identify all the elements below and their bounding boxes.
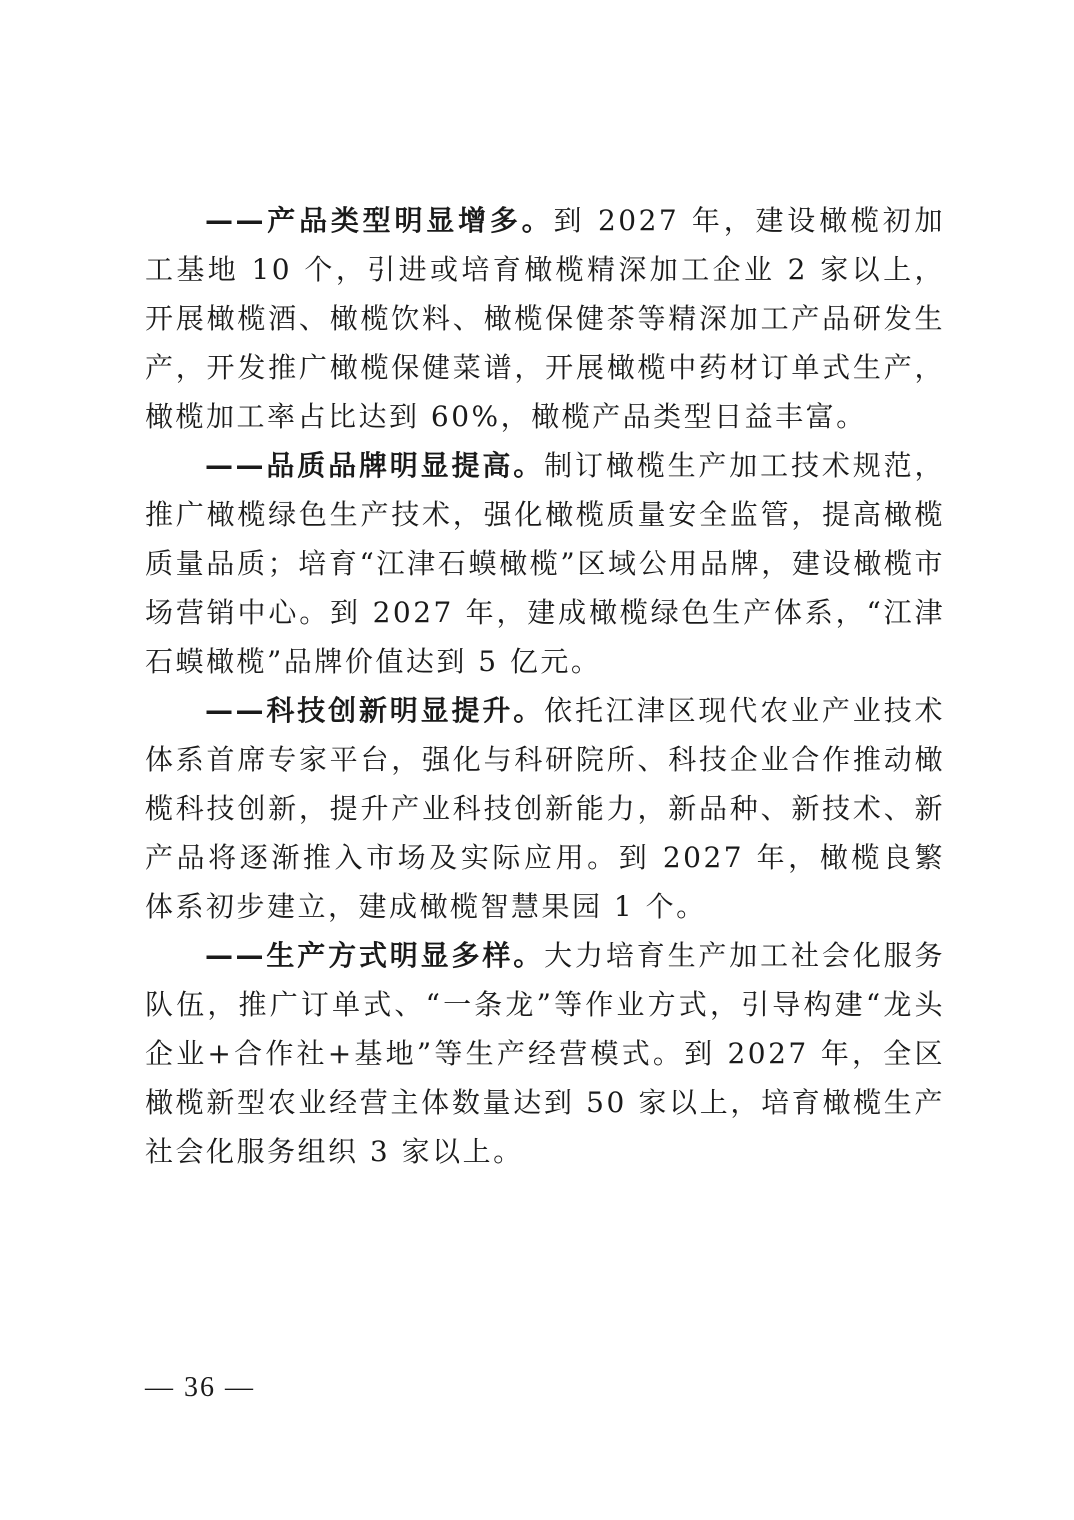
paragraph-production-modes xyxy=(145,931,945,1176)
paragraph-heading: ——品质品牌明显提高。 xyxy=(205,449,545,482)
paragraph-tech-innovation xyxy=(145,686,945,931)
document-body xyxy=(145,196,945,1176)
paragraph-heading: ——科技创新明显提升。 xyxy=(205,694,545,727)
paragraph-quality-brand xyxy=(145,441,945,686)
page-number: — 36 — xyxy=(145,1372,255,1403)
paragraph-text: 大力培育生产加工社会化服务队伍，推广订单式、“一条龙”等作业方式，引导构建“龙头企业+合作社+基地”等生产经营模式。到 2027 年，全区橄榄新型农业经营主体数量达到 50 家以上，培育橄榄生产社会化服务组织 3 家以上。 xyxy=(145,939,945,1168)
paragraph-heading: ——产品类型明显增多。 xyxy=(205,204,554,237)
paragraph-text: 依托江津区现代农业产业技术体系首席专家平台，强化与科研院所、科技企业合作推动橄榄科技创新，提升产业科技创新能力，新品种、新技术、新产品将逐渐推入市场及实际应用。到 2027 年，橄榄良繁体系初步建立，建成橄榄智慧果园 1 个。 xyxy=(145,694,945,923)
paragraph-text: 到 2027 年，建设橄榄初加工基地 10 个，引进或培育橄榄精深加工企业 2 家以上，开展橄榄酒、橄榄饮料、橄榄保健茶等精深加工产品研发生产，开发推广橄榄保健菜谱，开展橄榄中药材订单式生产，橄榄加工率占比达到 60%，橄榄产品类型日益丰富。 xyxy=(145,204,945,433)
paragraph-product-types xyxy=(145,196,945,441)
paragraph-heading: ——生产方式明显多样。 xyxy=(205,939,545,972)
paragraph-text: 制订橄榄生产加工技术规范，推广橄榄绿色生产技术，强化橄榄质量安全监管，提高橄榄质量品质；培育“江津石蟆橄榄”区域公用品牌，建设橄榄市场营销中心。到 2027 年，建成橄榄绿色生产体系，“江津石蟆橄榄”品牌价值达到 5 亿元。 xyxy=(145,449,945,678)
